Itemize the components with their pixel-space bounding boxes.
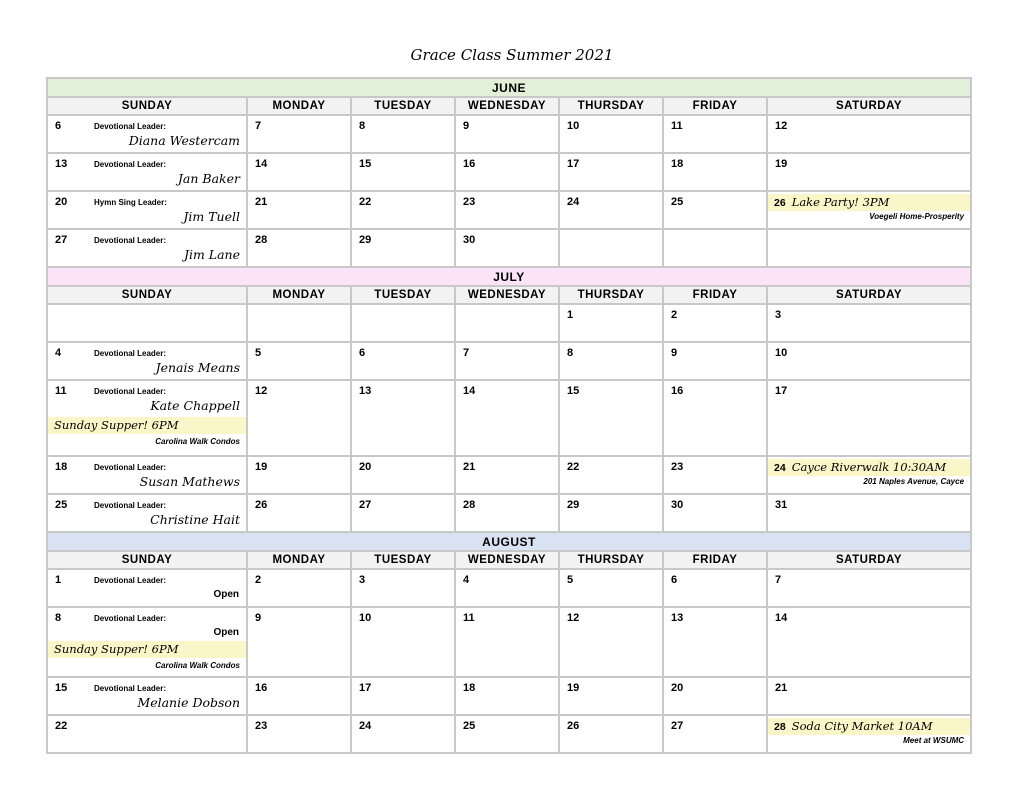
day-cell [455,153,559,191]
day-number: 9 [463,120,470,132]
week-row [47,677,971,715]
day-cell-sunday [47,494,247,532]
weekday-header-monday: MONDAY [247,97,351,115]
week-row [47,569,971,607]
day-number: 1 [55,574,62,586]
day-number: 28 [463,499,476,511]
day-cell [559,304,663,342]
day-cell [559,380,663,456]
day-number: 10 [567,120,580,132]
saturday-event [768,718,970,735]
day-number: 14 [463,385,476,397]
day-number: 22 [567,461,580,473]
calendar-title: Grace Class Summer 2021 [410,46,614,64]
week-row [47,304,971,342]
weekday-header-thursday: THURSDAY [559,551,663,569]
day-number: 11 [671,120,683,132]
day-cell [455,456,559,494]
day-number: 8 [567,347,574,359]
day-cell [663,715,767,753]
june-weekday-row [47,97,971,115]
day-number: 27 [671,720,684,732]
sunday-supper-event: Sunday Supper! 6PM [48,641,246,658]
day-number: 23 [463,196,476,208]
day-number: 19 [775,158,788,170]
day-cell-sunday [47,191,247,229]
august-month-header: AUGUST [47,532,971,551]
day-cell [767,607,971,677]
day-cell [559,153,663,191]
leader-name: Diana Westercam [128,133,240,148]
day-cell-sunday [47,304,247,342]
day-number: 17 [567,158,580,170]
day-number: 8 [55,612,62,624]
weekday-header-sunday: SUNDAY [47,286,247,304]
week-row [47,380,971,456]
day-cell [663,569,767,607]
day-cell [559,715,663,753]
day-number: 22 [359,196,372,208]
day-cell-sunday [47,229,247,267]
week-row [47,153,971,191]
day-number: 29 [567,499,580,511]
leader-label: Devotional Leader: [94,387,167,396]
day-number: 16 [463,158,476,170]
saturday-event [768,194,970,211]
day-cell [247,456,351,494]
leader-label: Devotional Leader: [94,576,167,585]
leader-name: Susan Mathews [139,474,240,489]
day-number: 21 [463,461,476,473]
event-text: Soda City Market 10AM [791,719,933,733]
day-cell [663,677,767,715]
day-number: 20 [55,196,68,208]
day-cell [559,191,663,229]
day-cell [247,715,351,753]
week-row [47,607,971,677]
day-cell [455,342,559,380]
june-month-header: JUNE [47,78,971,97]
day-number: 13 [359,385,372,397]
day-cell [559,115,663,153]
day-number: 17 [775,385,788,397]
july-month-row [47,267,971,286]
weekday-header-wednesday: WEDNESDAY [455,551,559,569]
day-cell [455,115,559,153]
week-row [47,342,971,380]
day-cell [559,569,663,607]
day-cell [559,494,663,532]
leader-open: Open [213,627,239,638]
day-number: 26 [255,499,268,511]
day-number: 19 [255,461,268,473]
day-number: 10 [359,612,372,624]
day-number: 20 [359,461,372,473]
day-cell [767,304,971,342]
day-number: 3 [775,309,782,321]
day-cell [351,677,455,715]
day-number: 5 [567,574,574,586]
day-number: 3 [359,574,366,586]
leader-label: Devotional Leader: [94,236,167,245]
day-number: 25 [671,196,684,208]
day-cell [663,115,767,153]
day-cell [455,494,559,532]
event-text: Cayce Riverwalk 10:30AM [791,460,947,474]
day-cell [247,607,351,677]
leader-name: Christine Hait [150,512,240,527]
week-row [47,229,971,267]
week-row [47,191,971,229]
day-cell [351,191,455,229]
day-cell [351,607,455,677]
weekday-header-saturday: SATURDAY [767,97,971,115]
day-number: 29 [359,234,372,246]
august-month-row [47,532,971,551]
day-cell [767,229,971,267]
day-cell [247,229,351,267]
day-cell-sunday [47,153,247,191]
day-cell [351,229,455,267]
day-cell [663,229,767,267]
day-cell [559,607,663,677]
day-cell [455,191,559,229]
day-number: 24 [359,720,372,732]
day-number: 30 [463,234,476,246]
day-cell [663,342,767,380]
day-cell-sunday [47,115,247,153]
event-location: Meet at WSUMC [903,736,965,745]
leader-label: Devotional Leader: [94,501,167,510]
day-cell [351,115,455,153]
day-number: 21 [775,682,788,694]
day-cell-sunday [47,342,247,380]
day-number: 9 [671,347,678,359]
week-row [47,456,971,494]
day-number: 20 [671,682,684,694]
day-cell [351,153,455,191]
day-cell [455,607,559,677]
leader-label: Devotional Leader: [94,684,167,693]
weekday-header-friday: FRIDAY [663,97,767,115]
day-number: 19 [567,682,580,694]
leader-name: Melanie Dobson [137,695,240,710]
weekday-header-friday: FRIDAY [663,551,767,569]
day-cell [351,456,455,494]
leader-label: Devotional Leader: [94,614,167,623]
day-number: 22 [55,720,68,732]
day-number: 15 [55,682,68,694]
day-number: 26 [567,720,580,732]
event-text: Lake Party! 3PM [791,195,890,209]
day-cell [351,494,455,532]
day-number: 5 [255,347,262,359]
week-row [47,494,971,532]
day-cell [455,715,559,753]
day-number: 25 [463,720,476,732]
weekday-header-tuesday: TUESDAY [351,286,455,304]
august-weekday-row [47,551,971,569]
day-number: 13 [55,158,68,170]
day-cell [559,677,663,715]
saturday-event [768,459,970,476]
day-cell-sunday [47,715,247,753]
day-number: 24 [567,196,580,208]
day-cell [455,569,559,607]
day-number: 27 [359,499,372,511]
day-cell [767,494,971,532]
day-number: 23 [671,461,684,473]
day-number: 24 [774,462,786,474]
day-number: 9 [255,612,262,624]
day-cell [663,191,767,229]
day-cell [559,456,663,494]
day-number: 14 [775,612,788,624]
day-cell [247,304,351,342]
day-cell [247,569,351,607]
weekday-header-wednesday: WEDNESDAY [455,286,559,304]
day-cell [767,191,971,229]
day-cell [455,677,559,715]
day-number: 16 [671,385,684,397]
day-number: 7 [463,347,470,359]
day-cell [663,304,767,342]
weekday-header-wednesday: WEDNESDAY [455,97,559,115]
leader-name: Jim Tuell [183,209,240,224]
leader-label: Devotional Leader: [94,122,167,131]
day-cell [663,153,767,191]
day-cell [767,569,971,607]
day-cell [767,342,971,380]
week-row [47,115,971,153]
day-cell [247,342,351,380]
day-cell [663,494,767,532]
week-row [47,715,971,753]
day-cell-sunday [47,607,247,677]
leader-name: Jan Baker [177,171,240,186]
leader-label: Devotional Leader: [94,349,167,358]
day-cell [455,229,559,267]
leader-name: Jenais Means [155,360,240,375]
day-cell [767,677,971,715]
weekday-header-monday: MONDAY [247,551,351,569]
sunday-supper-event: Sunday Supper! 6PM [48,417,246,434]
day-cell [351,304,455,342]
day-cell [247,380,351,456]
day-number: 14 [255,158,268,170]
weekday-header-thursday: THURSDAY [559,286,663,304]
weekday-header-thursday: THURSDAY [559,97,663,115]
weekday-header-saturday: SATURDAY [767,286,971,304]
day-number: 8 [359,120,366,132]
day-number: 12 [255,385,268,397]
day-number: 7 [775,574,782,586]
day-cell [767,115,971,153]
day-number: 6 [55,120,62,132]
day-cell [351,569,455,607]
weekday-header-sunday: SUNDAY [47,551,247,569]
day-number: 18 [671,158,684,170]
event-location: Voegeli Home-Prosperity [869,212,965,221]
leader-open: Open [213,589,239,600]
day-cell [455,380,559,456]
day-number: 28 [774,721,786,733]
leader-label: Hymn Sing Leader: [94,198,167,207]
day-number: 30 [671,499,684,511]
sunday-supper-location: Carolina Walk Condos [155,437,240,446]
day-number: 18 [463,682,476,694]
day-cell [247,494,351,532]
day-number: 6 [359,347,366,359]
day-cell [351,342,455,380]
day-cell [247,191,351,229]
day-number: 13 [671,612,684,624]
day-cell-sunday [47,569,247,607]
day-cell [351,715,455,753]
day-number: 7 [255,120,262,132]
june-month-row [47,78,971,97]
day-cell [663,607,767,677]
day-number: 18 [55,461,68,473]
day-number: 12 [567,612,580,624]
leader-label: Devotional Leader: [94,160,167,169]
day-number: 10 [775,347,788,359]
day-number: 17 [359,682,372,694]
day-cell [247,677,351,715]
day-cell-sunday [47,677,247,715]
day-number: 11 [55,385,67,397]
day-number: 15 [567,385,580,397]
day-number: 12 [775,120,788,132]
day-number: 16 [255,682,268,694]
day-cell [767,715,971,753]
day-cell-sunday [47,456,247,494]
day-cell [767,153,971,191]
day-cell [247,153,351,191]
day-number: 2 [255,574,262,586]
day-number: 25 [55,499,68,511]
day-number: 1 [567,309,574,321]
day-number: 2 [671,309,678,321]
weekday-header-friday: FRIDAY [663,286,767,304]
leader-label: Devotional Leader: [94,463,167,472]
day-cell [559,342,663,380]
day-number: 27 [55,234,68,246]
day-number: 28 [255,234,268,246]
leader-name: Kate Chappell [150,398,240,413]
day-cell [663,380,767,456]
day-cell [767,380,971,456]
day-cell [663,456,767,494]
july-month-header: JULY [47,267,971,286]
weekday-header-monday: MONDAY [247,286,351,304]
day-number: 23 [255,720,268,732]
weekday-header-saturday: SATURDAY [767,551,971,569]
leader-name: Jim Lane [183,247,240,262]
july-weekday-row [47,286,971,304]
day-cell [767,456,971,494]
day-cell [247,115,351,153]
sunday-supper-location: Carolina Walk Condos [155,661,240,670]
weekday-header-sunday: SUNDAY [47,97,247,115]
day-number: 6 [671,574,678,586]
day-cell-sunday [47,380,247,456]
day-number: 15 [359,158,372,170]
summer-calendar [46,77,972,754]
day-number: 26 [774,197,786,209]
day-number: 11 [463,612,475,624]
day-number: 4 [463,574,470,586]
day-cell [455,304,559,342]
event-location: 201 Naples Avenue, Cayce [863,477,965,486]
weekday-header-tuesday: TUESDAY [351,551,455,569]
day-cell [559,229,663,267]
day-cell [351,380,455,456]
day-number: 21 [255,196,268,208]
day-number: 31 [775,499,788,511]
weekday-header-tuesday: TUESDAY [351,97,455,115]
day-number: 4 [55,347,62,359]
